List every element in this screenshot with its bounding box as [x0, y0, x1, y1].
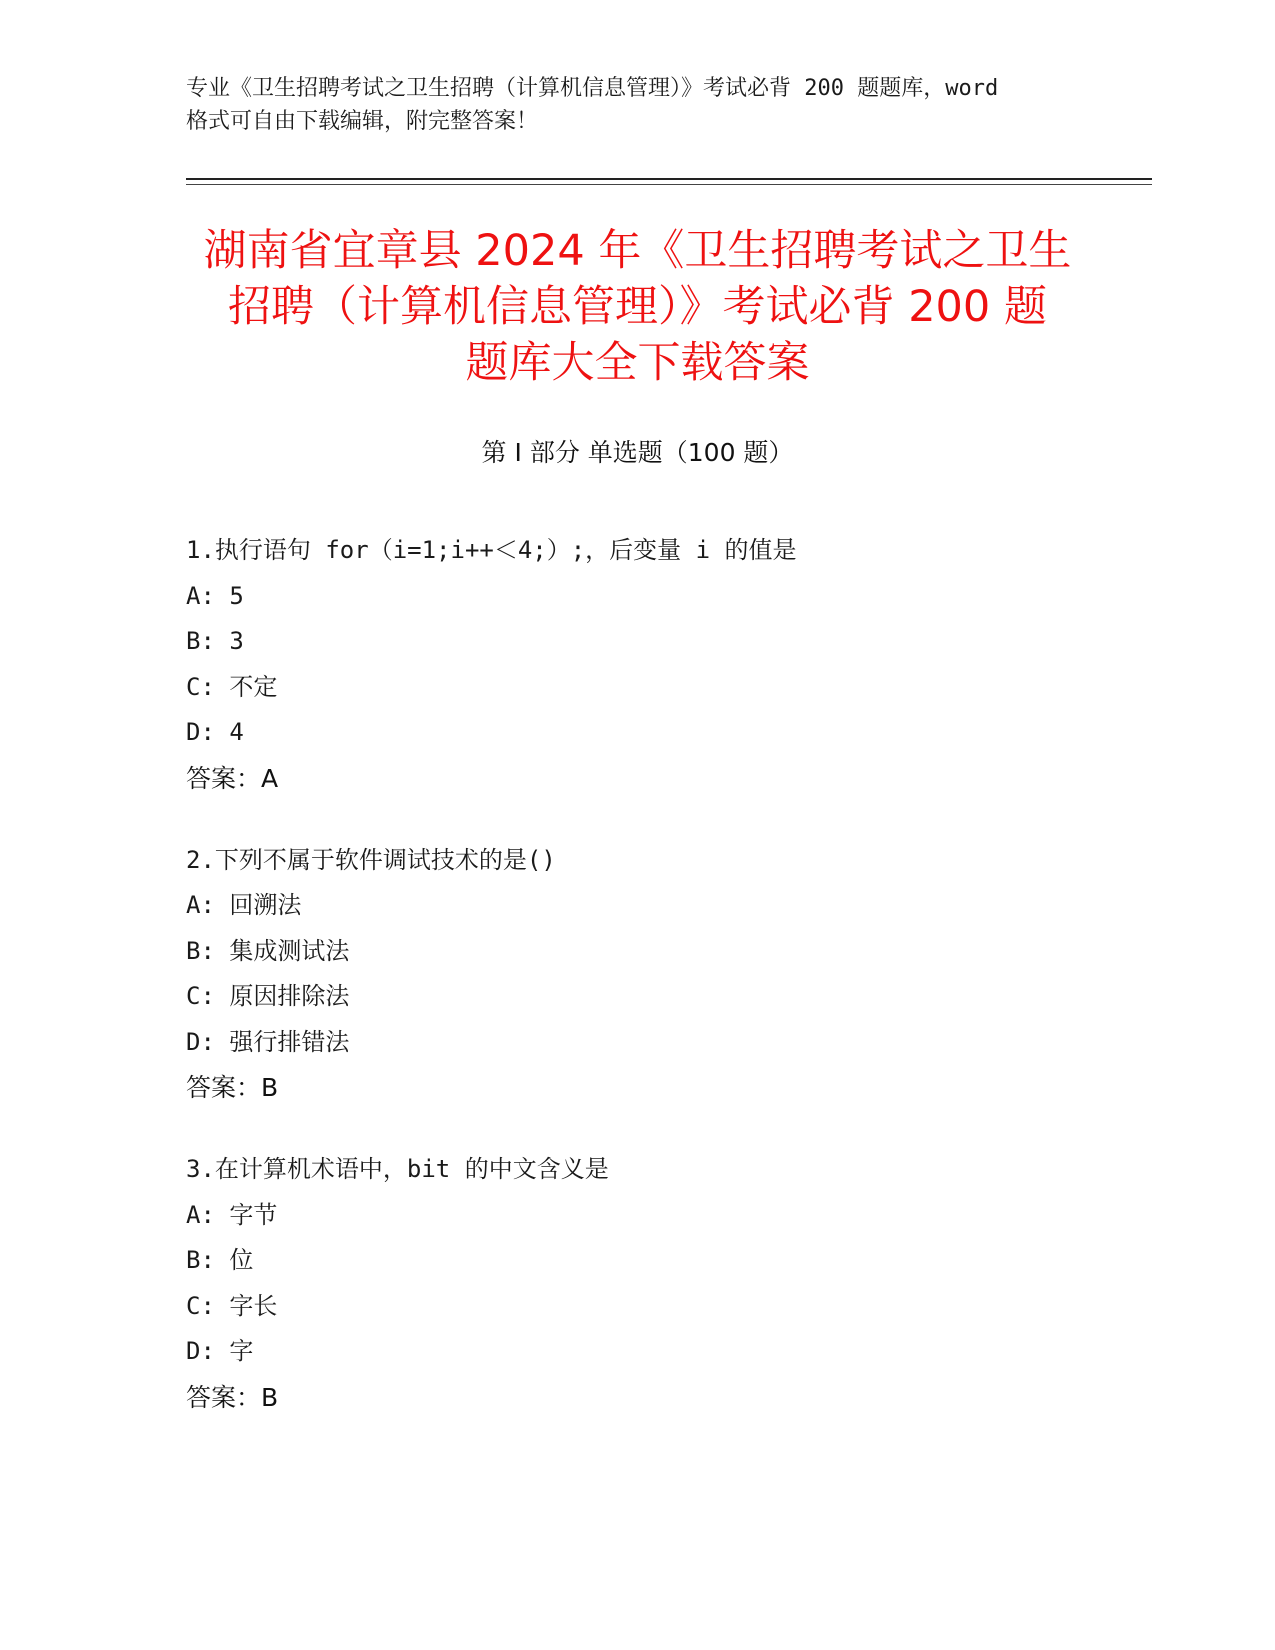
document-title-line-1: 湖南省宜章县 2024 年《卫生招聘考试之卫生	[203, 226, 1072, 276]
question-answer: 答案：A	[186, 763, 279, 793]
header-divider-thick	[186, 178, 1152, 180]
option-d: D: 字	[186, 1337, 254, 1365]
question-answer: 答案：B	[186, 1073, 279, 1102]
question-item	[186, 1147, 1106, 1421]
option-c: C: 字长	[186, 1291, 278, 1320]
question-answer: 答案：B	[186, 1382, 279, 1412]
option-a: A: 5	[186, 581, 244, 610]
document-title-line-2: 招聘（计算机信息管理）》考试必背 200 题	[228, 282, 1047, 332]
option-a: A: 回溯法	[186, 891, 302, 919]
header-divider-thin	[186, 184, 1152, 185]
option-b: B: 集成测试法	[186, 936, 350, 965]
question-list	[186, 528, 1106, 1457]
document-title	[160, 223, 1115, 391]
question-item	[186, 528, 1106, 802]
question-stem: 1.执行语句 for（i=1;i++＜4;）;，后变量 i 的值是	[186, 536, 797, 564]
option-d: D: 强行排错法	[186, 1027, 350, 1056]
option-c: C: 原因排除法	[186, 982, 350, 1010]
section-heading: 第 I 部分 单选题（100 题）	[481, 438, 794, 467]
option-a: A: 字节	[186, 1200, 278, 1229]
header-note	[186, 72, 1106, 138]
header-note-line-1: 专业《卫生招聘考试之卫生招聘（计算机信息管理）》考试必背 200 题题库，word	[186, 76, 999, 101]
question-item	[186, 838, 1106, 1112]
header-note-line-2: 格式可自由下载编辑，附完整答案！	[186, 109, 539, 134]
question-stem: 3.在计算机术语中，bit 的中文含义是	[186, 1155, 609, 1183]
option-c: C: 不定	[186, 672, 278, 701]
option-d: D: 4	[186, 718, 244, 746]
option-b: B: 3	[186, 627, 244, 655]
document-title-line-3: 题库大全下载答案	[465, 338, 810, 388]
question-stem: 2.下列不属于软件调试技术的是()	[186, 845, 556, 874]
option-b: B: 位	[186, 1246, 254, 1274]
